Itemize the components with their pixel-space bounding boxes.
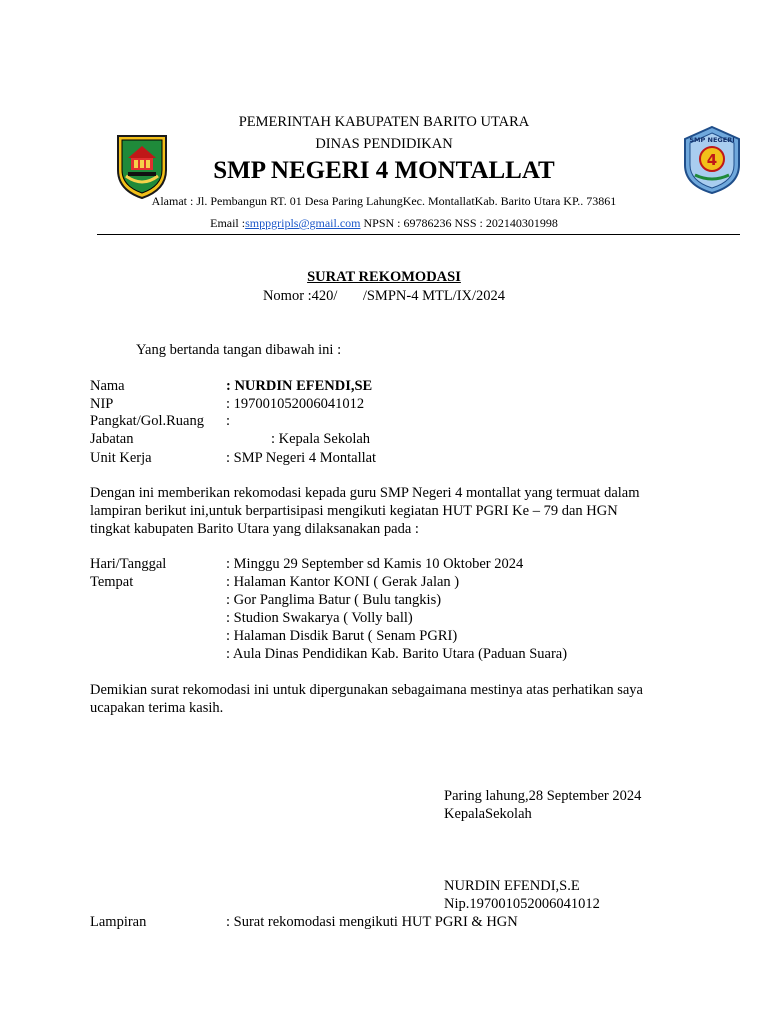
field-value-nip: : 197001052006041012 [226, 396, 365, 412]
signature-position: KepalaSekolah [444, 806, 532, 822]
schedule-date-value: : Minggu 29 September sd Kamis 10 Oktober 2024 [226, 556, 524, 572]
school-logo-text: SMP NEGERI [689, 136, 735, 144]
field-value-jabatan: : Kepala Sekolah [271, 431, 371, 447]
signature-nip: Nip.197001052006041012 [444, 896, 600, 912]
attachment-label: Lampiran [90, 914, 147, 930]
field-label-nip: NIP [90, 396, 114, 412]
schedule-place-3: : Studion Swakarya ( Volly ball) [226, 610, 413, 626]
email-link[interactable]: smppgripls@gmail.com [245, 216, 361, 230]
letter-number: Nomor :420/ /SMPN-4 MTL/IX/2024 [262, 288, 506, 304]
header-divider [97, 234, 740, 235]
school-address: Alamat : Jl. Pembangun RT. 01 Desa Paring LahungKec. MontallatKab. Barito Utara KP.. 73861 [151, 194, 617, 208]
signature-place-date: Paring lahung,28 September 2024 [444, 788, 642, 804]
body-line-1: Dengan ini memberikan rekomodasi kepada guru SMP Negeri 4 montallat yang termuat dalam [90, 485, 640, 501]
department-line: DINAS PENDIDIKAN [315, 136, 453, 152]
field-label-pangkat: Pangkat/Gol.Ruang [90, 413, 204, 429]
schedule-place-1: : Halaman Kantor KONI ( Gerak Jalan ) [226, 574, 460, 590]
field-label-unit-kerja: Unit Kerja [90, 450, 152, 466]
field-label-jabatan: Jabatan [90, 431, 134, 447]
schedule-place-2: : Gor Panglima Batur ( Bulu tangkis) [226, 592, 442, 608]
email-label: Email : [210, 216, 246, 230]
body-line-3: tingkat kabupaten Barito Utara yang dilaksanakan pada : [90, 521, 419, 537]
schedule-place-4: : Halaman Disdik Barut ( Senam PGRI) [226, 628, 458, 644]
field-value-nama: : NURDIN EFENDI,SE [226, 378, 373, 394]
field-value-unit-kerja: : SMP Negeri 4 Montallat [226, 450, 377, 466]
body-line-2: lampiran berikut ini,untuk berpartisipasi mengikuti kegiatan HUT PGRI Ke – 79 dan HGN [90, 503, 618, 519]
closing-line-1: Demikian surat rekomodasi ini untuk dipergunakan sebagaimana mestinya atas perhatikan saya [90, 682, 643, 698]
npsn-nss: NPSN : 69786236 NSS : 202140301998 [360, 216, 558, 230]
attachment-value: : Surat rekomodasi mengikuti HUT PGRI & HGN [226, 914, 518, 930]
letter-title: SURAT REKOMODASI [307, 269, 461, 285]
field-value-pangkat: : [226, 413, 231, 429]
schedule-date-label: Hari/Tanggal [90, 556, 167, 572]
closing-line-2: ucapakan terima kasih. [90, 700, 224, 716]
signature-name: NURDIN EFENDI,S.E [444, 878, 580, 894]
intro-text: Yang bertanda tangan dibawah ini : [136, 342, 342, 358]
field-label-nama: Nama [90, 378, 125, 394]
school-name: SMP NEGERI 4 MONTALLAT [213, 157, 555, 184]
school-logo-number: 4 [706, 151, 718, 169]
government-line: PEMERINTAH KABUPATEN BARITO UTARA [238, 114, 530, 130]
contact-line [0, 216, 768, 231]
schedule-place-5: : Aula Dinas Pendidikan Kab. Barito Utara (Paduan Suara) [226, 646, 568, 662]
schedule-place-label: Tempat [90, 574, 134, 590]
